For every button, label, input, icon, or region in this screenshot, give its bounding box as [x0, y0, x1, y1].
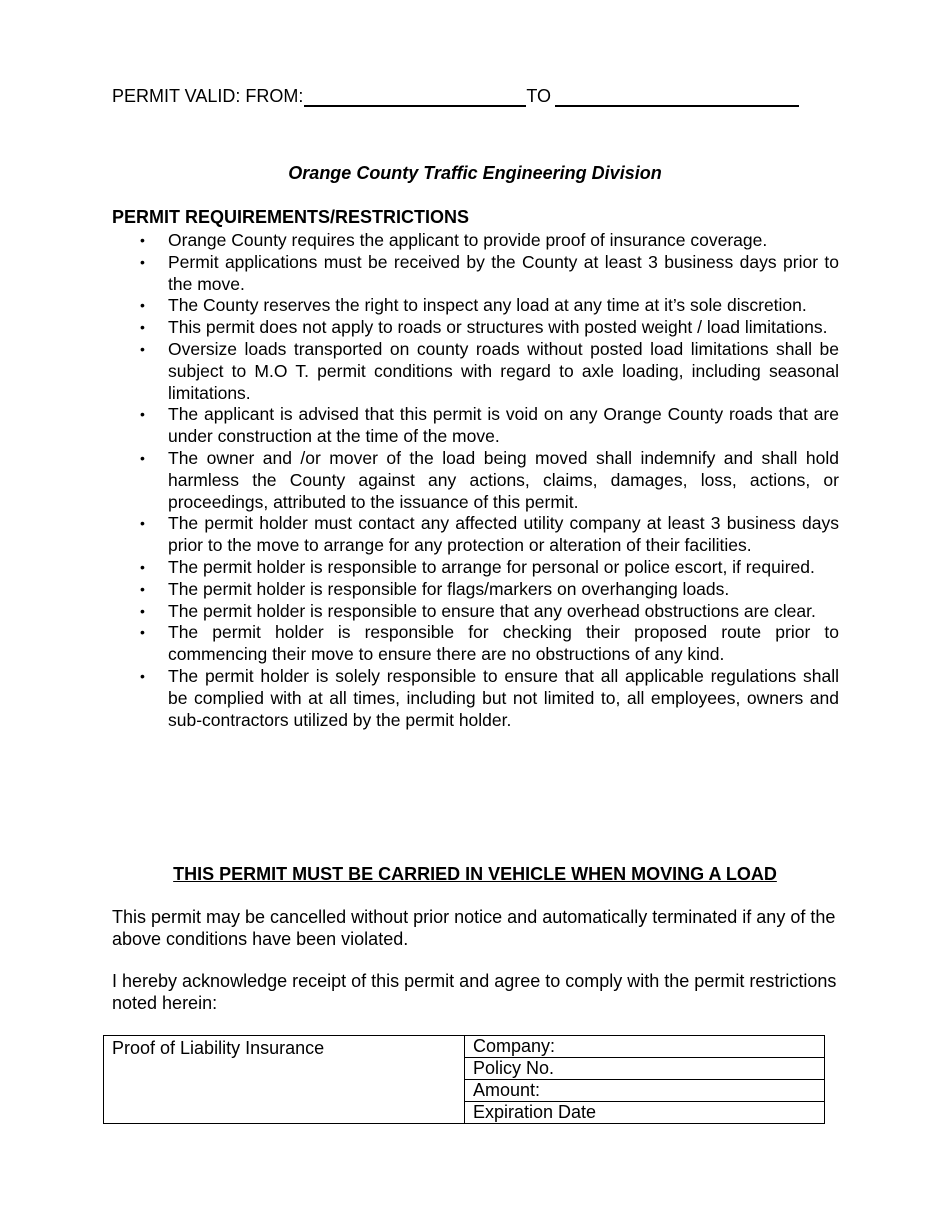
requirement-text: The permit holder must contact any affected utility company at least 3 business days prior to the move to arrange for any protection or alteration of their facilities. — [168, 513, 839, 556]
table-row — [104, 1036, 825, 1058]
requirement-item — [112, 230, 839, 252]
requirement-text: Orange County requires the applicant to provide proof of insurance coverage. — [168, 230, 768, 250]
requirement-item — [112, 317, 839, 339]
requirement-text: The permit holder is responsible to arrange for personal or police escort, if required. — [168, 556, 815, 577]
bullet-icon: • — [140, 449, 145, 466]
bullet-icon: • — [140, 515, 145, 532]
requirement-item — [112, 404, 839, 448]
requirements-heading: PERMIT REQUIREMENTS/RESTRICTIONS — [112, 207, 470, 227]
requirement-text: Permit applications must be received by the County at least 3 business days prior to the move. — [168, 251, 839, 294]
bullet-icon: • — [140, 297, 145, 314]
requirement-text: The permit holder is responsible to ensure that any overhead obstructions are clear. — [168, 600, 816, 621]
requirement-item — [112, 252, 839, 296]
company-field[interactable]: Company: — [465, 1036, 825, 1058]
valid-to-field[interactable] — [555, 83, 799, 107]
requirement-item — [112, 579, 839, 601]
bullet-icon: • — [140, 580, 145, 597]
bullet-icon: • — [140, 319, 145, 336]
valid-from-field[interactable] — [304, 83, 526, 107]
carry-notice: THIS PERMIT MUST BE CARRIED IN VEHICLE WHEN MOVING A LOAD — [173, 864, 777, 884]
bullet-icon: • — [140, 667, 145, 684]
insurance-table — [103, 1035, 825, 1124]
requirements-list — [112, 230, 839, 731]
requirement-text: The County reserves the right to inspect any load at any time at it’s sole discretion. — [168, 295, 807, 316]
requirement-item — [112, 666, 839, 731]
cancellation-paragraph: This permit may be cancelled without prior notice and automatically terminated if any of the above conditions have been violated. — [112, 907, 836, 949]
valid-to-label: TO — [526, 86, 552, 106]
organization-title: Orange County Traffic Engineering Division — [288, 163, 662, 183]
insurance-label-cell: Proof of Liability Insurance — [104, 1036, 465, 1124]
requirement-item — [112, 513, 839, 557]
requirement-text: The permit holder is responsible for flags/markers on overhanging loads. — [168, 578, 730, 599]
requirement-item — [112, 448, 839, 513]
bullet-icon: • — [140, 406, 145, 423]
acknowledgement-paragraph: I hereby acknowledge receipt of this permit and agree to comply with the permit restrictions noted herein: — [112, 971, 837, 1013]
policy-number-field[interactable]: Policy No. — [465, 1058, 825, 1080]
requirement-item — [112, 557, 839, 579]
requirement-text: The permit holder is responsible for checking their proposed route prior to commencing their move to ensure there are no obstructions of any kind. — [168, 622, 839, 665]
bullet-icon: • — [140, 340, 145, 357]
requirement-text: The owner and /or mover of the load being moved shall indemnify and shall hold harmless the County against any actions, claims, damages, loss, actions, or proceedings, attributed to the issuance of this permit. — [168, 447, 839, 512]
requirement-item — [112, 601, 839, 623]
amount-field[interactable]: Amount: — [465, 1080, 825, 1102]
requirement-item — [112, 622, 839, 666]
requirement-text: The permit holder is solely responsible to ensure that all applicable regulations shall be complied with at all times, including but not limited to, all employees, owners and sub-contractors utilized by the permit holder. — [168, 665, 839, 730]
bullet-icon: • — [140, 558, 145, 575]
requirement-text: Oversize loads transported on county roads without posted load limitations shall be subject to M.O T. permit conditions with regard to axle loading, including seasonal limitations. — [168, 338, 839, 403]
requirement-text: The applicant is advised that this permit is void on any Orange County roads that are under construction at the time of the move. — [168, 404, 839, 447]
requirement-text: This permit does not apply to roads or structures with posted weight / load limitations. — [168, 317, 828, 338]
valid-from-label: PERMIT VALID: FROM: — [112, 86, 304, 106]
expiration-date-field[interactable]: Expiration Date — [465, 1102, 825, 1124]
requirement-item — [112, 295, 839, 317]
bullet-icon: • — [140, 253, 145, 270]
permit-validity-line — [112, 77, 832, 107]
bullet-icon: • — [140, 602, 145, 619]
bullet-icon: • — [140, 232, 145, 248]
bullet-icon: • — [140, 624, 145, 641]
requirement-item — [112, 339, 839, 404]
